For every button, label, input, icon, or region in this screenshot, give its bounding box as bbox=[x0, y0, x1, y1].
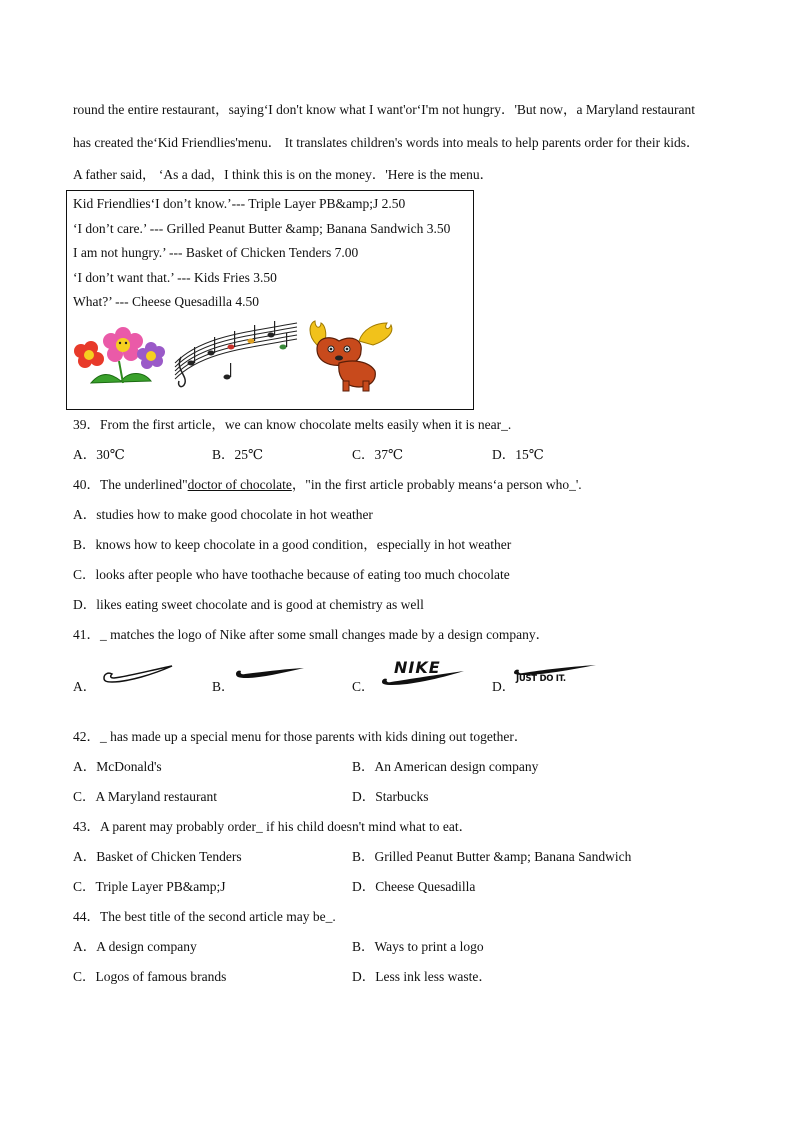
q40-stem bbox=[73, 473, 582, 493]
q39-option-a: A．30℃ bbox=[73, 447, 125, 462]
q41-option-d: D． bbox=[492, 679, 516, 694]
q41-option-c: C． bbox=[352, 679, 375, 694]
q42-option-b: B．An American design company bbox=[352, 759, 539, 774]
q44-stem: 44．The best title of the second article may be_. bbox=[73, 909, 336, 924]
q44-option-b: B．Ways to print a logo bbox=[352, 939, 484, 954]
q43-option-b: B．Grilled Peanut Butter &amp; Banana Sandwich bbox=[352, 849, 632, 864]
moose-illustration bbox=[303, 315, 399, 395]
menu-box bbox=[66, 190, 474, 410]
just-do-it-text: JUST DO IT. bbox=[516, 674, 566, 684]
menu-item-3: I am not hungry.’ --- Basket of Chicken Tenders 7.00 bbox=[73, 245, 359, 260]
q40-option-b: B．knows how to keep chocolate in a good condition，especially in hot weather bbox=[73, 537, 512, 552]
nike-wordmark-logo-c bbox=[380, 660, 466, 686]
nike-wordmark-text: NIKE bbox=[394, 658, 441, 677]
q43-option-a: A．Basket of Chicken Tenders bbox=[73, 849, 242, 864]
flowers-illustration bbox=[71, 321, 171, 391]
menu-item-1: Kid Friendlies‘I don’t know.’--- Triple Layer PB&amp;J 2.50 bbox=[73, 196, 406, 211]
intro-line-2: has created the‘Kid Friendlies'menu． It translates children's words into meals to help parents order for their kids． bbox=[73, 135, 700, 150]
menu-item-2: ‘I don’t care.’ --- Grilled Peanut Butter &amp; Banana Sandwich 3.50 bbox=[73, 221, 451, 236]
intro-line-1: round the entire restaurant，saying‘I don't know what I want'or‘I'm not hungry．'But now，a Maryland restaurant bbox=[73, 102, 695, 117]
q41-option-b: B． bbox=[212, 679, 235, 694]
menu-item-4: ‘I don’t want that.’ --- Kids Fries 3.50 bbox=[73, 270, 277, 285]
q39-option-d: D．15℃ bbox=[492, 447, 544, 462]
q40-option-d: D．likes eating sweet chocolate and is good at chemistry as well bbox=[73, 597, 424, 612]
q40-stem-pre: 40．The underlined" bbox=[73, 477, 188, 492]
q40-option-c: C．looks after people who have toothache because of eating too much chocolate bbox=[73, 567, 510, 582]
nike-just-do-it-logo-d bbox=[512, 664, 598, 688]
q40-stem-post: ，"in the first article probably means‘a person who_'. bbox=[291, 477, 582, 492]
q40-underlined-phrase: doctor of chocolate bbox=[187, 477, 292, 492]
q42-option-d: D．Starbucks bbox=[352, 789, 429, 804]
q44-option-d: D．Less ink less waste． bbox=[352, 969, 492, 984]
nike-swoosh-logo-a bbox=[102, 664, 174, 684]
q39-stem: 39．From the first article，we can know chocolate melts easily when it is near_. bbox=[73, 417, 512, 432]
q41-stem: 41．_ matches the logo of Nike after some small changes made by a design company． bbox=[73, 627, 550, 642]
q44-option-a: A．A design company bbox=[73, 939, 197, 954]
q40-option-a: A．studies how to make good chocolate in hot weather bbox=[73, 507, 373, 522]
q44-option-c: C．Logos of famous brands bbox=[73, 969, 227, 984]
menu-item-5: What?’ --- Cheese Quesadilla 4.50 bbox=[73, 294, 260, 309]
intro-line-3: A father said， ‘As a dad，I think this is on the money．'Here is the menu． bbox=[73, 167, 494, 182]
music-notes-illustration bbox=[171, 317, 301, 391]
q42-option-c: C．A Maryland restaurant bbox=[73, 789, 217, 804]
q39-option-c: C．37℃ bbox=[352, 447, 404, 462]
q42-stem: 42．_ has made up a special menu for those parents with kids dining out together． bbox=[73, 729, 528, 744]
q39-option-b: B．25℃ bbox=[212, 447, 264, 462]
q43-option-c: C．Triple Layer PB&amp;J bbox=[73, 879, 226, 894]
nike-swoosh-under-wordmark bbox=[380, 670, 466, 686]
q42-option-a: A．McDonald's bbox=[73, 759, 162, 774]
q43-stem: 43．A parent may probably order_ if his child doesn't mind what to eat． bbox=[73, 819, 473, 834]
q43-option-d: D．Cheese Quesadilla bbox=[352, 879, 476, 894]
nike-swoosh-logo-b bbox=[234, 664, 306, 684]
q41-option-a: A． bbox=[73, 679, 97, 694]
